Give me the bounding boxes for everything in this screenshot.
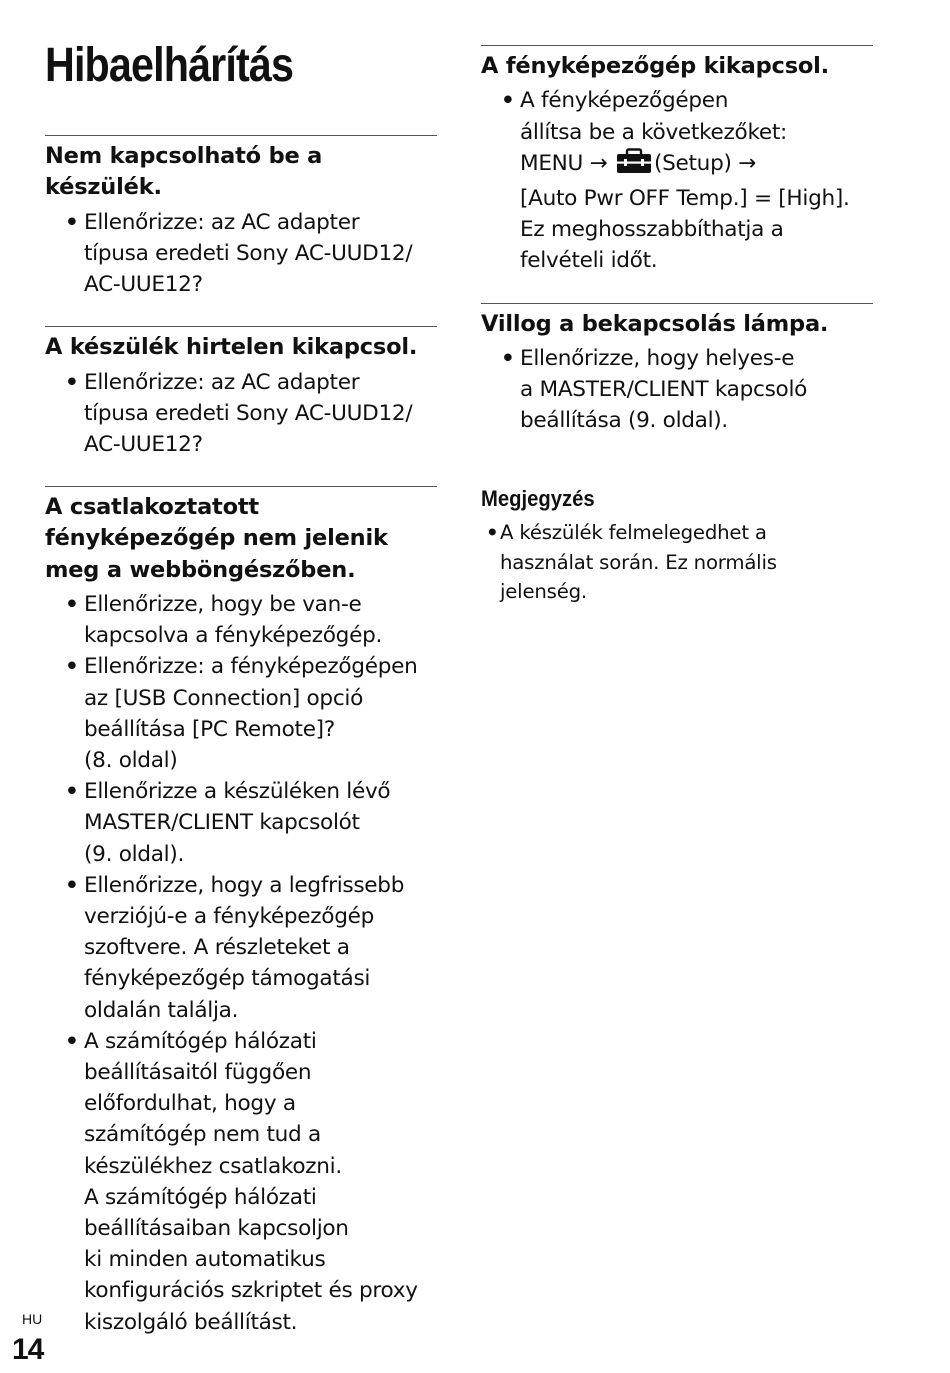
list-item: • A készülék felmelegedhet a használat során. Ez normális jelenség. (481, 518, 873, 606)
menu-path: MENU → (Setup) → (520, 148, 873, 183)
list-item: • Ellenőrizze: a fényképezőgépen az [USB Connection] opció beállítása [PC Remote]? (8. oldal) (45, 651, 437, 776)
section-cannot-power-on (45, 135, 437, 300)
bullet-list (45, 207, 437, 301)
bullet-dot: • (65, 872, 79, 898)
bullet-dot: • (501, 345, 515, 371)
section-sudden-shutdown (45, 326, 437, 460)
section-heading: A csatlakoztatott fényképezőgép nem jelenik meg a webböngészőben. (45, 494, 388, 583)
language-code: HU (22, 1311, 43, 1327)
list-item: • Ellenőrizze: az AC adapter típusa eredeti Sony AC-UUD12/ AC-UUE12? (45, 367, 437, 461)
bullet-dot: • (65, 654, 79, 680)
list-item: • A számítógép hálózati beállításaitól függően előfordulhat, hogy a számítógép nem tud a készülékhez csatlakozni. A számítógép hálózati beállításaiban kapcsoljon ki minden automatikus konfigurációs szkriptet és proxy kiszolgáló beállítást. (45, 1026, 437, 1338)
list-item: • Ellenőrizze, hogy be van-e kapcsolva a fényképezőgép. (45, 589, 437, 651)
section-power-lamp-blinks (481, 303, 873, 437)
bullet-list (481, 85, 873, 276)
bullet-list (45, 589, 437, 1338)
arrow-right-icon: → (738, 150, 756, 176)
bullet-dot: • (65, 209, 79, 235)
bullet-dot: • (65, 592, 79, 617)
list-item: • Ellenőrizze a készüléken lévő MASTER/CLIENT kapcsolót (9. oldal). (45, 776, 437, 870)
section-camera-turns-off (481, 45, 873, 277)
page-number: 14 (12, 1333, 44, 1366)
list-item: • A fényképezőgépen állítsa be a következőket: MENU → (Setup) → [Auto Pwr OFF Temp.] = [High]. Ez meghosszabbíthatja a felvételi időt. (481, 85, 873, 276)
bullet-list (45, 367, 437, 461)
list-item: • Ellenőrizze, hogy helyes-e a MASTER/CLIENT kapcsoló beállítása (9. oldal). (481, 343, 873, 437)
left-column (45, 135, 437, 1364)
section-camera-not-in-browser (45, 486, 437, 1338)
bullet-dot: • (65, 369, 79, 395)
bullet-dot: • (501, 88, 515, 114)
section-heading: A készülék hirtelen kikapcsol. (45, 334, 418, 361)
right-column (481, 45, 873, 607)
note-box (481, 485, 873, 606)
toolbox-icon (616, 148, 652, 183)
list-item: • Ellenőrizze: az AC adapter típusa eredeti Sony AC-UUD12/ AC-UUE12? (45, 207, 437, 301)
section-heading: A fényképezőgép kikapcsol. (481, 53, 829, 79)
page-title: Hibaelhárítás (45, 39, 294, 92)
note-title: Megjegyzés (481, 486, 595, 512)
section-heading: Villog a bekapcsolás lámpa. (481, 310, 829, 337)
bullet-list (481, 343, 873, 437)
arrow-right-icon: → (589, 150, 608, 176)
bullet-dot: • (486, 521, 499, 545)
list-item: • Ellenőrizze, hogy a legfrissebb verziójú-e a fényképezőgép szoftvere. A részleteket a fényképezőgép támogatási oldalán találja. (45, 870, 437, 1026)
bullet-dot: • (65, 779, 79, 805)
section-heading: Nem kapcsolható be a készülék. (45, 143, 323, 201)
note-list (481, 518, 873, 606)
bullet-dot: • (65, 1028, 79, 1054)
